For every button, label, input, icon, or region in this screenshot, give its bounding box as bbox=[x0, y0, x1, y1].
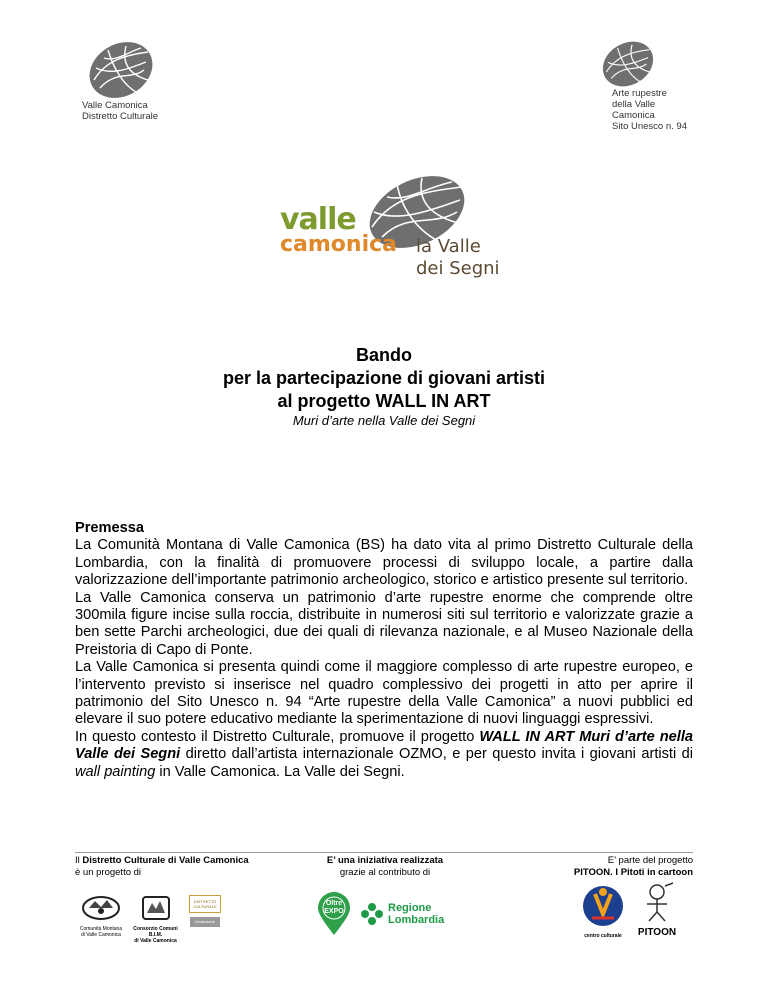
logo-pitoon bbox=[632, 882, 682, 938]
footer-text: Distretto Culturale di Valle Camonica bbox=[82, 855, 249, 866]
text-span: wall painting bbox=[75, 763, 156, 780]
footer-text: E’ una iniziativa realizzata bbox=[326, 855, 444, 866]
logo-caption: EXPO bbox=[324, 908, 344, 915]
logo-caption: centro culturale bbox=[584, 933, 622, 939]
logo-regione-lombardia bbox=[360, 900, 460, 928]
logo-caption-line2: della Valle Camonica bbox=[612, 99, 656, 121]
footer-text: E’ parte del progetto bbox=[607, 855, 693, 866]
logo-caption: fondazione bbox=[190, 917, 220, 927]
rock-art-emblem-icon bbox=[598, 40, 658, 88]
coat-of-arms-icon bbox=[139, 895, 173, 921]
title-line1: Bando bbox=[356, 345, 412, 365]
lombardia-rose-icon bbox=[360, 902, 384, 926]
logo-caption: Consorzio Comuni B.I.M. bbox=[133, 926, 178, 938]
logo-consorzio-bim bbox=[128, 895, 183, 944]
footer-col-2 bbox=[295, 855, 475, 879]
logo-caption-line1: Valle Camonica bbox=[82, 100, 148, 111]
logo-distretto-fondazione bbox=[188, 895, 222, 927]
logo-caption: di Valle Camonica bbox=[81, 932, 121, 938]
logo-caption: PITOON bbox=[637, 927, 677, 938]
logo-caption: Regione bbox=[388, 902, 432, 914]
logo-distretto-culturale bbox=[82, 40, 162, 122]
logo-word-la-valle: la Valle bbox=[416, 236, 481, 257]
logo-caption: Oltre bbox=[325, 900, 343, 907]
logo-centro-culturale bbox=[577, 884, 629, 940]
logo-caption: DISTRETTO bbox=[193, 899, 217, 904]
text-span: diretto dall’artista internazionale OZMO, e per questo invita i giovani artisti di bbox=[180, 746, 693, 763]
paragraph: La Valle Camonica si presenta quindi come il maggiore complesso di arte rupestre europeo, e l’intervento previsto si inserisce nel quadro complessivo dei progetti in atto per aprire il patrimonio del Sito Unesco n. 94 “Arte rupestre della Valle Camonica” a nuovi pubblici ed elevare il suo potere educativo mediante la sperimentazione di nuovi linguaggi espressivi. bbox=[75, 659, 693, 728]
footer-text: è un progetto di bbox=[75, 867, 142, 878]
logo-sito-unesco bbox=[570, 40, 695, 132]
logo-caption: Comunità Montana bbox=[79, 926, 123, 932]
logo-comunita-montana bbox=[76, 895, 126, 938]
text-span: in Valle Camonica. La Valle dei Segni. bbox=[155, 763, 405, 780]
paragraph: La Comunità Montana di Valle Camonica (BS) ha dato vita al primo Distretto Culturale della Lombardia, con la finalità di promuovere processi di sviluppo locale, a partire dalla valorizzazione dell’importante patrimonio archeologico, storico e artistico presente sul territorio. bbox=[75, 537, 693, 589]
logo-word-camonica: camonica bbox=[280, 232, 398, 257]
body-section bbox=[75, 520, 693, 781]
logo-caption-line2: Distretto Culturale bbox=[82, 111, 159, 122]
logo-word-dei-segni: dei Segni bbox=[416, 258, 500, 279]
title-line2: per la partecipazione di giovani artisti bbox=[222, 368, 546, 388]
title-subtitle: Muri d’arte nella Valle dei Segni bbox=[292, 413, 476, 428]
coat-of-arms-icon bbox=[81, 895, 121, 921]
footer-col-3 bbox=[500, 855, 693, 879]
logo-valle-dei-segni bbox=[280, 172, 500, 282]
project-name: WALL IN ART Muri d’arte nella Valle dei Segni bbox=[75, 728, 693, 763]
cartoon-figure-icon bbox=[580, 884, 626, 928]
footer-divider bbox=[75, 852, 693, 853]
logo-caption: CULTURALE bbox=[193, 904, 217, 909]
title-line3: al progetto WALL IN ART bbox=[277, 391, 491, 411]
footer-text: Il bbox=[75, 855, 83, 866]
logo-caption-line1: Arte rupestre bbox=[612, 88, 667, 99]
section-heading: Premessa bbox=[75, 520, 144, 536]
pitoon-figure-icon bbox=[635, 882, 679, 922]
paragraph: La Valle Camonica conserva un patrimonio d’arte rupestre enorme che comprende oltre 300mila figure incise sulla roccia, distribuite in numerosi siti sul territorio e valorizzate grazie a ben sette Parchi archeologici, due dei quali di rilevanza nazionale, e al Museo Nazionale della Preistoria di Capo di Ponte. bbox=[75, 589, 693, 658]
logo-caption-line3: Sito Unesco n. 94 bbox=[612, 121, 687, 132]
logo-caption: di Valle Camonica bbox=[134, 938, 177, 944]
logo-caption: Lombardia bbox=[388, 914, 445, 926]
footer-text: grazie al contributo di bbox=[339, 867, 431, 878]
rock-art-emblem-icon bbox=[86, 40, 156, 100]
paragraph bbox=[75, 729, 693, 781]
footer-col-1 bbox=[75, 855, 285, 879]
logo-word-valle: valle bbox=[280, 202, 356, 237]
logo-oltre-expo bbox=[316, 892, 352, 936]
text-span: In questo contesto il Distretto Culturale, promuove il progetto bbox=[75, 728, 480, 745]
footer-text: PITOON. I Pitoti in cartoon bbox=[573, 867, 693, 878]
